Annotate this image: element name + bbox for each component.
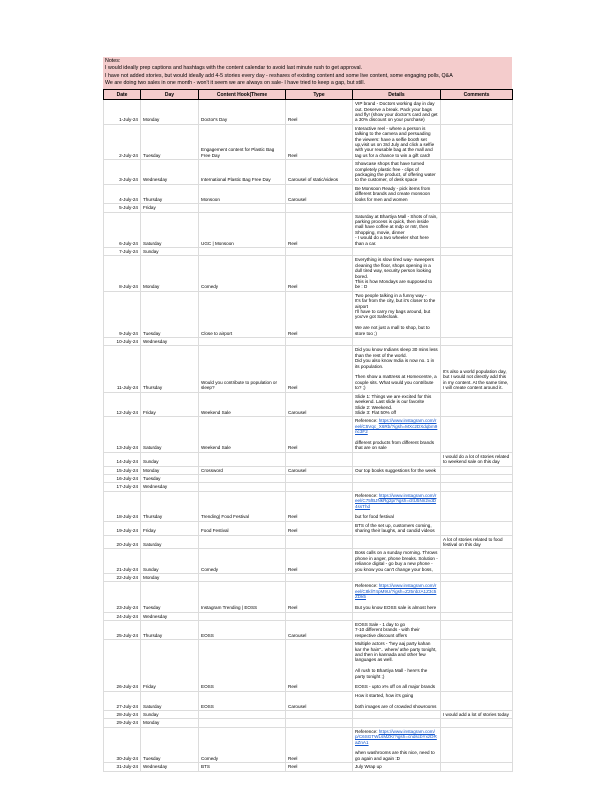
table-row — [104, 204, 513, 212]
type-cell: Reel — [286, 256, 353, 291]
type-cell: Reel — [286, 582, 353, 612]
details-line: Showcase shops that have turned completely plastic free - clips of packaging the product, of offering water to the customer, of desk space — [355, 161, 436, 183]
date-cell: 4-July-24 — [104, 184, 141, 203]
column-header-type: Type — [286, 90, 353, 100]
details-cell — [353, 711, 441, 719]
hook-cell: Weekend Sale — [199, 417, 286, 452]
type-cell: Reel — [286, 763, 353, 771]
hook-cell — [199, 204, 286, 212]
type-cell: Reel — [286, 549, 353, 574]
date-cell: 3-July-24 — [104, 160, 141, 185]
day-cell: Sunday — [141, 711, 199, 719]
date-cell: 5-July-24 — [104, 204, 141, 212]
day-cell: Monday — [141, 256, 199, 291]
table-row — [104, 763, 513, 771]
day-cell: Wednesday — [141, 338, 199, 346]
comments-cell — [441, 256, 513, 291]
details-cell — [353, 574, 441, 582]
details-cell — [353, 124, 441, 159]
date-cell: 29-July-24 — [104, 719, 141, 727]
date-cell: 22-July-24 — [104, 574, 141, 582]
details-cell — [353, 719, 441, 727]
type-cell — [286, 338, 353, 346]
hook-cell: Monsoon — [199, 184, 286, 203]
details-line: How it started, how it's going — [355, 692, 414, 698]
table-row — [104, 620, 513, 639]
details-line: Then show a mattress at Homecentre, a couple sits. What would you contribute to? ;) — [355, 374, 437, 391]
comments-cell: A lot of stories related to food festival on this day — [441, 535, 513, 549]
details-cell — [353, 612, 441, 620]
comments-cell — [441, 549, 513, 574]
details-cell — [353, 491, 441, 521]
details-line: But you know EOSS sale is almost here — [355, 605, 437, 611]
details-cell — [353, 338, 441, 346]
comments-cell — [441, 124, 513, 159]
details-cell — [353, 691, 441, 710]
date-cell: 8-July-24 — [104, 256, 141, 291]
comments-cell — [441, 574, 513, 582]
date-cell: 7-July-24 — [104, 247, 141, 255]
hook-cell: EOSS — [199, 620, 286, 639]
reference-label: Reference: — [355, 492, 379, 498]
details-line: but for food festival — [355, 514, 394, 520]
details-cell — [353, 582, 441, 612]
day-cell: Wednesday — [141, 763, 199, 771]
notes-line: I have not added stories, but would ideally add 4-5 stories every day - reshares of existing content and some live content, some engaging polls, Q&A — [105, 72, 453, 79]
comments-cell — [441, 719, 513, 727]
date-cell: 15-July-24 — [104, 466, 141, 474]
day-cell: Saturday — [141, 535, 199, 549]
comments-cell — [441, 612, 513, 620]
details-cell — [353, 535, 441, 549]
type-cell — [286, 474, 353, 482]
hook-cell — [199, 474, 286, 482]
details-cell — [353, 483, 441, 491]
table-row — [104, 535, 513, 549]
comments-cell: It's also a world population day, but I would not directly add this in my content. At the same time, I will create content around it. — [441, 346, 513, 392]
hook-cell: EOSS — [199, 691, 286, 710]
comments-cell — [441, 483, 513, 491]
day-cell: Friday — [141, 392, 199, 417]
hook-cell: Comedy — [199, 549, 286, 574]
day-cell: Saturday — [141, 212, 199, 247]
type-cell: Reel — [286, 124, 353, 159]
day-cell: Monday — [141, 574, 199, 582]
date-cell: 21-July-24 — [104, 549, 141, 574]
day-cell: Monday — [141, 719, 199, 727]
details-reference-line — [355, 729, 438, 745]
table-row — [104, 719, 513, 727]
notes-line: We are doing two sales in one month - won't it seem we are always on sale- I have tried to keep a gap, but still. — [105, 79, 366, 86]
hook-cell — [199, 338, 286, 346]
hook-cell — [199, 247, 286, 255]
table-header-row — [104, 90, 513, 100]
instagram-reference-link[interactable]: https://www.instagram.com/p/C6SGTWLsMZK/?igsh=cndscbYxzDRaZnA1 — [355, 728, 437, 745]
comments-cell — [441, 640, 513, 692]
type-cell: Reel — [286, 212, 353, 247]
table-row — [104, 100, 513, 125]
table-row — [104, 727, 513, 762]
day-cell: Sunday — [141, 247, 199, 255]
notes-line: I would ideally prep captions and hashtags with the content calendar to avoid last minute rush to get approval. — [105, 65, 363, 72]
day-cell: Wednesday — [141, 160, 199, 185]
hook-cell: International Plastic Bag Free Day — [199, 160, 286, 185]
date-cell: 12-July-24 — [104, 392, 141, 417]
type-cell: Reel — [286, 491, 353, 521]
details-line: Slide 3: Flat 50% off — [355, 409, 397, 415]
instagram-reference-link[interactable]: https://www.instagram.com/reel/C8kliT4pM9U/?igsh=Z25nbzA1Z3c5ZDk5 — [355, 583, 437, 600]
table-row — [104, 291, 513, 337]
comments-cell — [441, 184, 513, 203]
type-cell: Reel — [286, 640, 353, 692]
details-line: All rush to Bhartiya Mall - here's the party tonight ;) — [355, 668, 428, 679]
hook-cell: Doctor's Day — [199, 100, 286, 125]
date-cell: 23-July-24 — [104, 582, 141, 612]
details-cell — [353, 346, 441, 392]
comments-cell: I would add a lot of stories today — [441, 711, 513, 719]
date-cell: 11-July-24 — [104, 346, 141, 392]
date-cell: 9-July-24 — [104, 291, 141, 337]
date-cell: 25-July-24 — [104, 620, 141, 639]
comments-cell — [441, 338, 513, 346]
type-cell — [286, 452, 353, 466]
table-row — [104, 212, 513, 247]
comments-cell — [441, 392, 513, 417]
details-line: Saturday at Bhartiya Mall - Shots of rain, parking process is quick, then inside mall have coffee at mdp or mtr, then Shopping, movie, dinner — [355, 213, 438, 235]
day-cell: Saturday — [141, 417, 199, 452]
type-cell — [286, 483, 353, 491]
table-row — [104, 124, 513, 159]
details-line: - I would do a two wheeler shot here than a car. — [355, 235, 429, 246]
hook-cell — [199, 574, 286, 582]
day-cell: Monday — [141, 466, 199, 474]
instagram-reference-link[interactable]: https://www.instagram.com/reel/C75fBJNkRg2p/?igsh=cltU5Nn2vdD4ssThd — [355, 492, 437, 509]
reference-label: Reference: — [355, 418, 379, 424]
hook-cell: Weekend Sale — [199, 392, 286, 417]
type-cell — [286, 247, 353, 255]
table-row — [104, 549, 513, 574]
table-row — [104, 466, 513, 474]
column-header-content-hook: Content Hook|Theme — [199, 90, 286, 100]
comments-cell — [441, 466, 513, 474]
comments-cell — [441, 417, 513, 452]
type-cell: Carousel — [286, 184, 353, 203]
details-line: Our top books suggestions for the week — [355, 467, 436, 473]
details-cell — [353, 212, 441, 247]
details-cell — [353, 100, 441, 125]
details-reference-line — [355, 493, 438, 509]
day-cell: Friday — [141, 521, 199, 535]
day-cell: Thursday — [141, 491, 199, 521]
column-header-comments: Comments — [441, 90, 513, 100]
type-cell: Reel — [286, 521, 353, 535]
table-row — [104, 256, 513, 291]
details-line: Multiple actors - "hey aaj party kahan kar rhe hain".. where/ athe party tonight, and then in kannada and other few languages as well. — [355, 641, 437, 663]
comments-cell — [441, 582, 513, 612]
date-cell: 17-July-24 — [104, 483, 141, 491]
hook-cell — [199, 452, 286, 466]
type-cell — [286, 574, 353, 582]
comments-cell — [441, 204, 513, 212]
table-row — [104, 691, 513, 710]
type-cell — [286, 535, 353, 549]
type-cell: Carousel — [286, 620, 353, 639]
hook-cell — [199, 535, 286, 549]
comments-cell — [441, 160, 513, 185]
table-row — [104, 247, 513, 255]
details-line: I'll have to carry my bags around, but you've got Safecloak. — [355, 309, 431, 320]
date-cell: 26-July-24 — [104, 640, 141, 692]
type-cell: Carousel — [286, 392, 353, 417]
details-cell — [353, 640, 441, 692]
comments-cell — [441, 474, 513, 482]
details-cell — [353, 549, 441, 574]
type-cell: Reel — [286, 417, 353, 452]
details-cell — [353, 452, 441, 466]
type-cell: Carousel — [286, 466, 353, 474]
table-row — [104, 612, 513, 620]
hook-cell: BTS — [199, 763, 286, 771]
details-line: This is how Mondays are supposed to be : D — [355, 278, 433, 290]
reference-label: Reference: — [355, 583, 379, 589]
comments-cell — [441, 521, 513, 535]
details-cell — [353, 763, 441, 771]
date-cell: 13-July-24 — [104, 417, 141, 452]
details-reference-line — [355, 583, 438, 599]
table-row — [104, 711, 513, 719]
details-line: It's far from the city, but it's closer to the airport — [355, 298, 436, 309]
table-row — [104, 474, 513, 482]
details-cell — [353, 184, 441, 203]
hook-cell: Instagram Trending | EOSS — [199, 582, 286, 612]
date-cell: 31-July-24 — [104, 763, 141, 771]
hook-cell: Comedy — [199, 727, 286, 762]
hook-cell — [199, 719, 286, 727]
table-row — [104, 452, 513, 466]
day-cell: Tuesday — [141, 727, 199, 762]
hook-cell: Would you contribute to population or sleep? — [199, 346, 286, 392]
date-cell: 2-July-24 — [104, 124, 141, 159]
hook-cell: Comedy — [199, 256, 286, 291]
comments-cell — [441, 100, 513, 125]
hook-cell: EOSS — [199, 640, 286, 692]
day-cell: Thursday — [141, 184, 199, 203]
date-cell: 27-July-24 — [104, 691, 141, 710]
table-row — [104, 160, 513, 185]
details-cell — [353, 620, 441, 639]
date-cell: 30-July-24 — [104, 727, 141, 762]
day-cell: Thursday — [141, 620, 199, 639]
day-cell: Wednesday — [141, 612, 199, 620]
column-header-day: Day — [141, 90, 199, 100]
table-row — [104, 346, 513, 392]
details-line: when washrooms are this nice, need to go again and again :D — [355, 750, 435, 761]
table-row — [104, 491, 513, 521]
type-cell: Reel — [286, 100, 353, 125]
hook-cell — [199, 483, 286, 491]
type-cell: Reel — [286, 727, 353, 762]
day-cell: Thursday — [141, 346, 199, 392]
date-cell: 24-July-24 — [104, 612, 141, 620]
day-cell: Sunday — [141, 452, 199, 466]
details-line: Did you also know India is now no. 1 in its population. — [355, 358, 435, 369]
details-cell — [353, 247, 441, 255]
details-line: Interactive reel - where a person is talking to the camera and persuading the viewers: have a selfie booth set up,visit us on 3rd July and click a selfie with your reusable bag at the mall and tag us for a chance to win a gift card! — [355, 125, 435, 158]
type-cell — [286, 711, 353, 719]
day-cell: Tuesday — [141, 124, 199, 159]
details-cell — [353, 474, 441, 482]
hook-cell: UGC | Monsoon — [199, 212, 286, 247]
details-line: Slide 1: Things we are excited for this weekend. Last slide is our favorite — [355, 393, 432, 405]
details-line: EOSS - upto x% off on all major brands — [355, 684, 436, 690]
comments-cell — [441, 212, 513, 247]
details-cell — [353, 204, 441, 212]
type-cell: Reel — [286, 291, 353, 337]
details-line: both images are of crowded showrooms — [355, 703, 437, 709]
table-row — [104, 574, 513, 582]
table-row — [104, 184, 513, 203]
instagram-reference-link[interactable]: https://www.instagram.com/reel/C5Vqc_X6Rb/?igsh=MXc2DXdqbm9nc3F2 — [355, 418, 438, 435]
table-row — [104, 338, 513, 346]
table-row — [104, 392, 513, 417]
column-header-details: Details — [353, 90, 441, 100]
day-cell: Tuesday — [141, 582, 199, 612]
reference-label: Reference: — [355, 728, 379, 734]
hook-cell — [199, 711, 286, 719]
comments-cell — [441, 291, 513, 337]
details-line: EOSS Sale - 1 day to go — [355, 621, 406, 627]
details-line: Did you know Indians sleep 30 mins less than the rest of the world. — [355, 347, 438, 358]
details-cell — [353, 392, 441, 417]
comments-cell — [441, 691, 513, 710]
day-cell: Wednesday — [141, 483, 199, 491]
details-line: VIP brand - Doctors working day in day out. Deserve a break. Pack your bags and fly! (show your doctor's card and get a 30% discount on your purchase) — [355, 101, 438, 123]
comments-cell — [441, 491, 513, 521]
column-header-date: Date — [104, 90, 141, 100]
details-reference-line — [355, 418, 438, 434]
day-cell: Friday — [141, 640, 199, 692]
table-row — [104, 417, 513, 452]
table-row — [104, 483, 513, 491]
table-row — [104, 640, 513, 692]
hook-cell: Crossword — [199, 466, 286, 474]
details-line: BTS of the set up, customers coming, sharing their laughs, and candid videos — [355, 522, 435, 534]
comments-cell: I would do a lot of stories related to weekend sale on this day — [441, 452, 513, 466]
type-cell — [286, 204, 353, 212]
details-line: We are not just a mall to shop, but to store too ;) — [355, 325, 430, 336]
date-cell: 18-July-24 — [104, 491, 141, 521]
content-calendar-table — [103, 89, 513, 771]
details-line: different products from different brands that are on sale — [355, 439, 434, 451]
comments-cell — [441, 763, 513, 771]
hook-cell: Trending| Food Festival — [199, 491, 286, 521]
notes-block — [103, 57, 512, 89]
date-cell: 10-July-24 — [104, 338, 141, 346]
details-cell — [353, 727, 441, 762]
hook-cell — [199, 612, 286, 620]
type-cell — [286, 719, 353, 727]
comments-cell — [441, 620, 513, 639]
notes-title: Notes: — [105, 58, 121, 64]
details-cell — [353, 291, 441, 337]
comments-cell — [441, 247, 513, 255]
date-cell: 6-July-24 — [104, 212, 141, 247]
type-cell: Carousel of static/videos — [286, 160, 353, 185]
date-cell: 28-July-24 — [104, 711, 141, 719]
day-cell: Monday — [141, 100, 199, 125]
details-line: Be Monsoon Ready - pick items from different brands and create monsoon looks for men and women — [355, 185, 431, 202]
table-row — [104, 521, 513, 535]
day-cell: Sunday — [141, 549, 199, 574]
date-cell: 16-July-24 — [104, 474, 141, 482]
details-cell — [353, 160, 441, 185]
calendar-rows — [104, 100, 513, 771]
day-cell: Tuesday — [141, 291, 199, 337]
hook-cell: Food Festival — [199, 521, 286, 535]
date-cell: 20-July-24 — [104, 535, 141, 549]
details-cell — [353, 521, 441, 535]
details-cell — [353, 466, 441, 474]
details-line: Two people talking in a funny way - — [355, 292, 427, 298]
day-cell: Friday — [141, 204, 199, 212]
details-line: July Wrap up — [355, 764, 382, 770]
document-page — [103, 57, 512, 772]
date-cell: 14-July-24 — [104, 452, 141, 466]
details-line: 7-10 different brands - with their respective discount offers — [355, 627, 420, 638]
day-cell: Saturday — [141, 691, 199, 710]
comments-cell — [441, 727, 513, 762]
details-line: Everything is slow tired way- sweepers cleaning the floor, shops opening in a dull tired way, security person looking bored. — [355, 257, 434, 279]
details-cell — [353, 256, 441, 291]
type-cell: Carousel — [286, 691, 353, 710]
date-cell: 19-July-24 — [104, 521, 141, 535]
type-cell — [286, 612, 353, 620]
table-row — [104, 582, 513, 612]
hook-cell: Close to airport — [199, 291, 286, 337]
details-line: Boss calls on a sunday morning. Throws phone in anger, phone breaks. Solution - reliance digital - go buy a new phone - you know you can't change your boss, — [355, 550, 438, 572]
day-cell: Tuesday — [141, 474, 199, 482]
type-cell: Reel — [286, 346, 353, 392]
hook-cell: Engagement content for Plastic Bag Free Day — [199, 124, 286, 159]
date-cell: 1-July-24 — [104, 100, 141, 125]
details-line: Slide 2: Weekend. — [355, 404, 393, 410]
details-cell — [353, 417, 441, 452]
